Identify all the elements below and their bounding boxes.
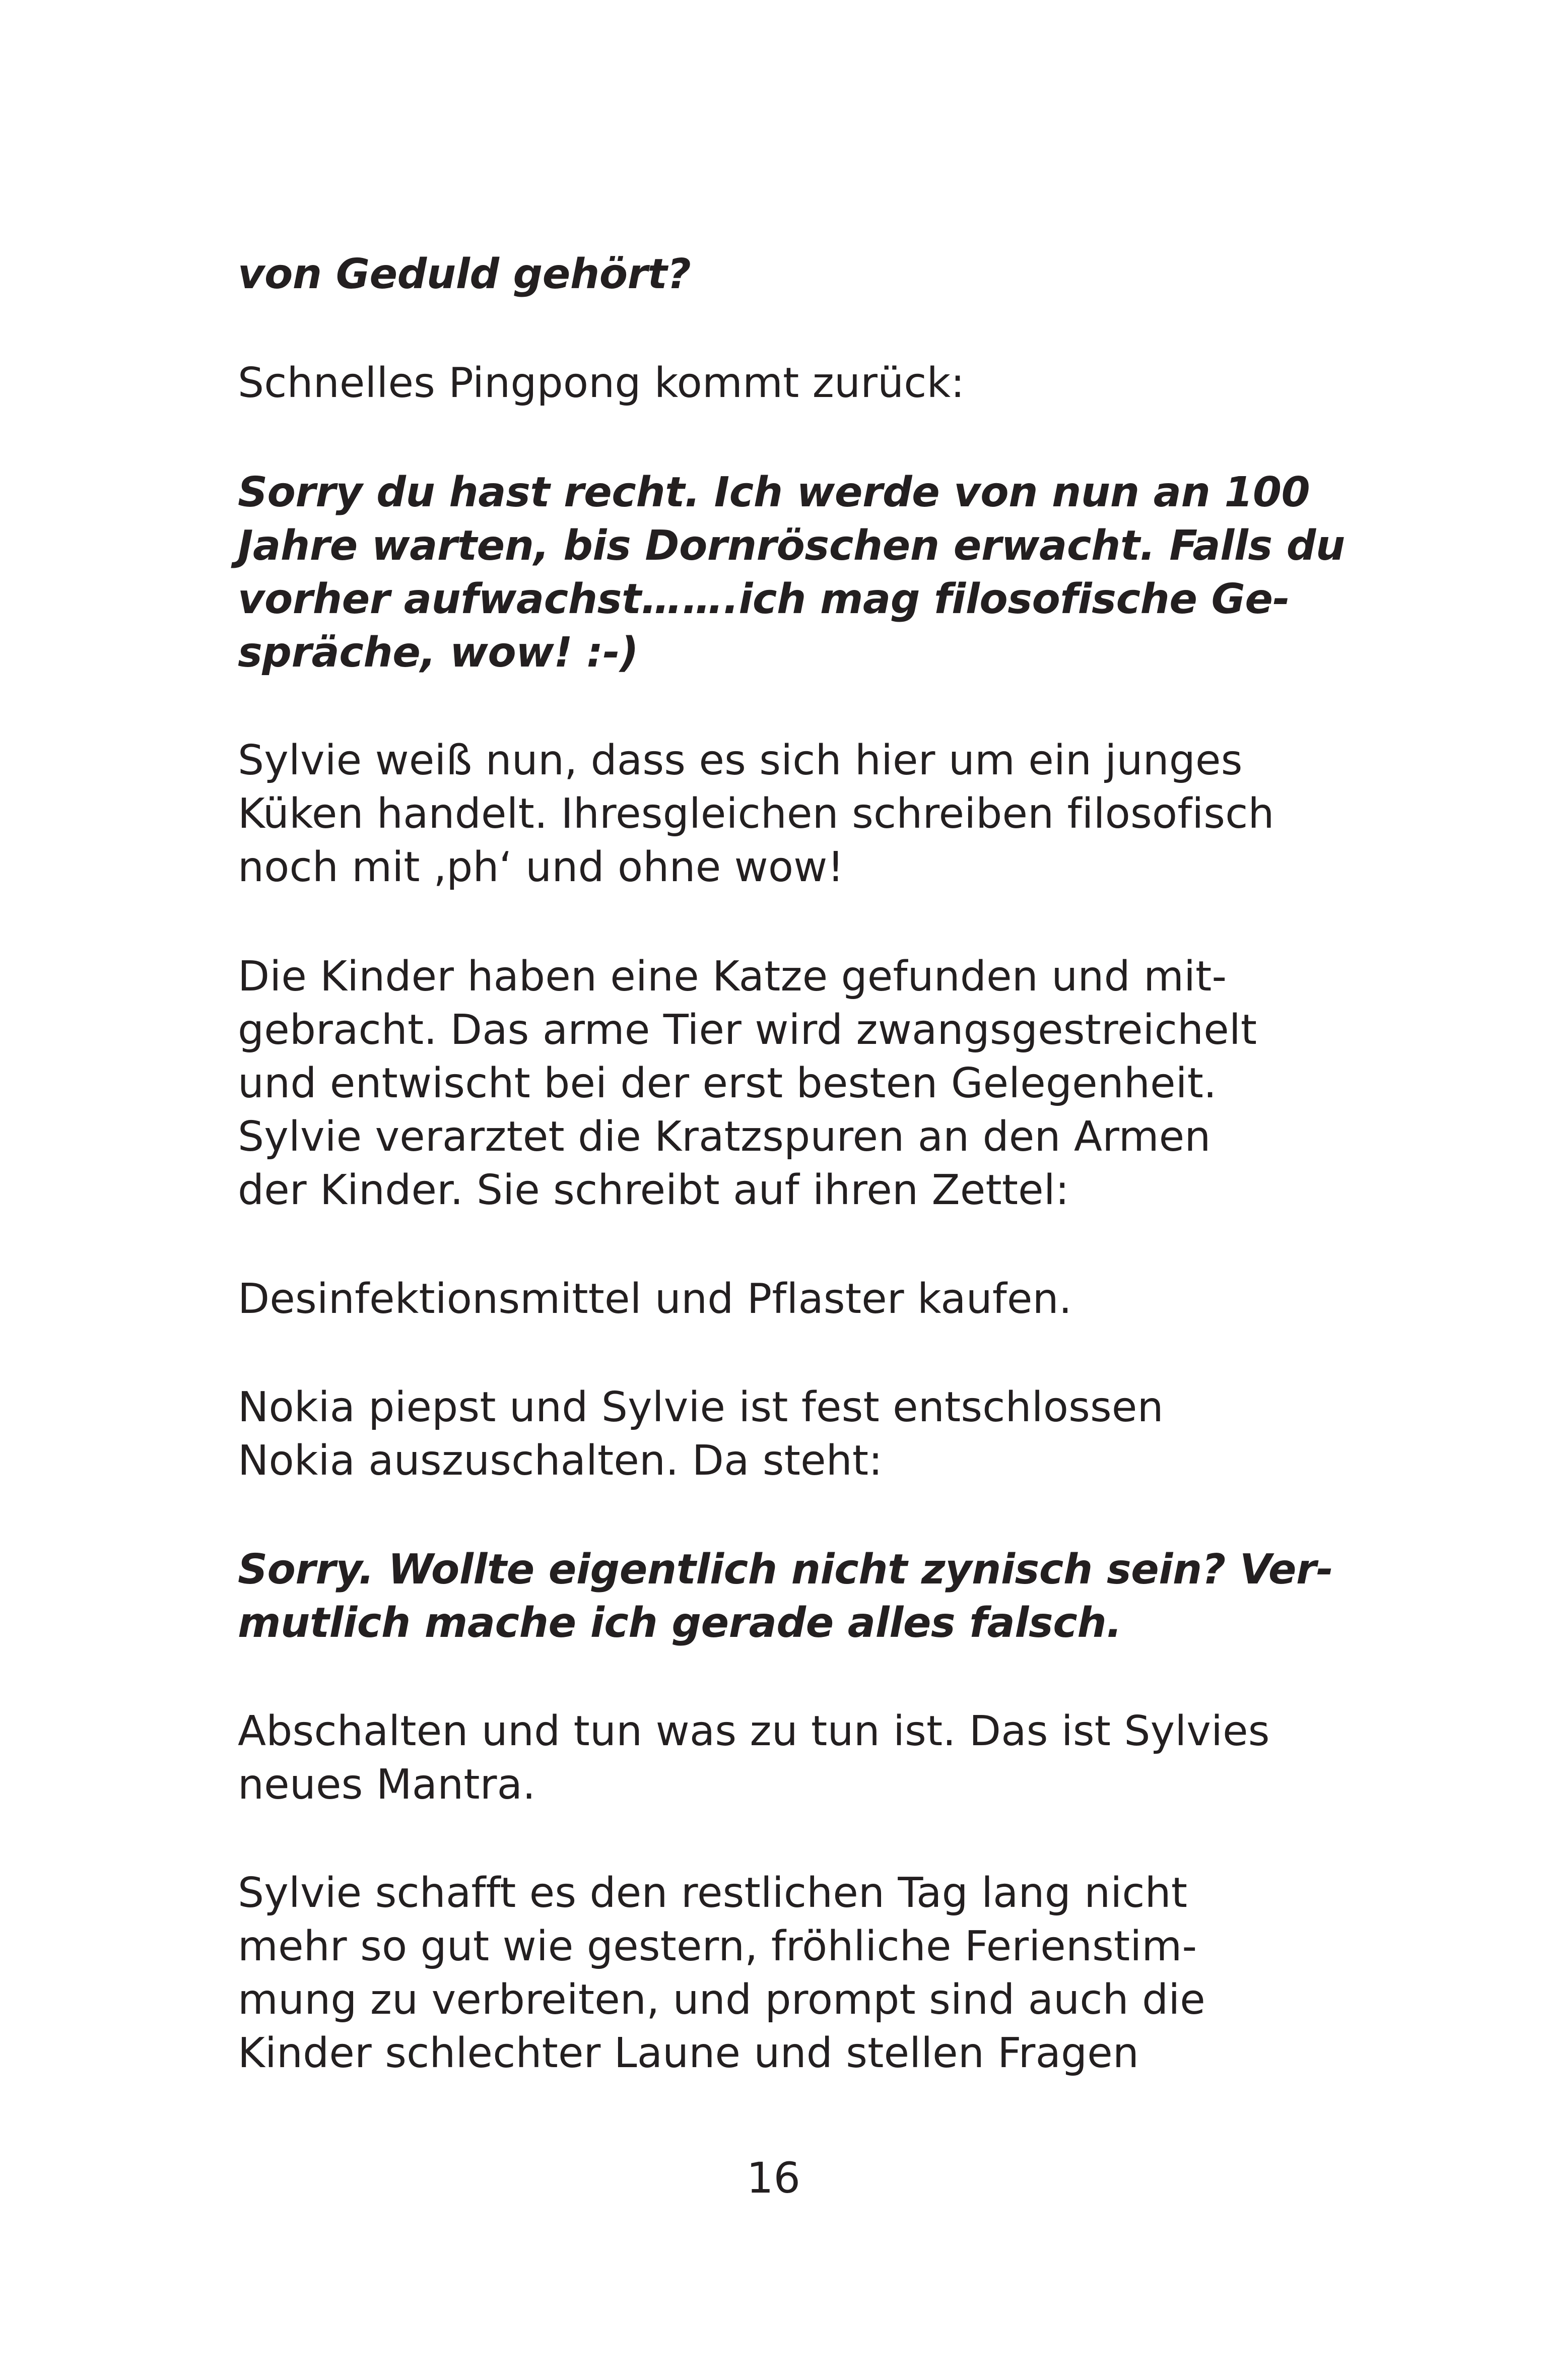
page-number: 16 xyxy=(747,2153,800,2203)
paragraph-1 xyxy=(238,248,1286,301)
text-line: und entwischt bei der erst besten Gelegenheit. xyxy=(238,1060,1217,1107)
paragraph-10 xyxy=(238,1867,1286,2080)
paragraph-3 xyxy=(238,466,1345,680)
text-line: neues Mantra. xyxy=(238,1761,536,1809)
text-line: mutlich mache ich gerade alles falsch. xyxy=(238,1599,1122,1647)
text-line: Nokia piepst und Sylvie ist fest entschlossen xyxy=(238,1383,1164,1431)
paragraph-5 xyxy=(238,950,1286,1217)
text-line: spräche, wow! :-) xyxy=(238,629,639,677)
text-line: noch mit ‚ph‘ und ohne wow! xyxy=(238,843,844,891)
paragraph-8 xyxy=(238,1543,1333,1650)
text-line: von Geduld gehört? xyxy=(238,250,691,298)
text-line: mehr so gut wie gestern, fröhliche Ferienstim- xyxy=(238,1923,1197,1970)
paragraph-6 xyxy=(238,1273,1286,1326)
text-line: Abschalten und tun was zu tun ist. Das ist Sylvies xyxy=(238,1707,1270,1755)
paragraph-9 xyxy=(238,1705,1286,1812)
text-line: der Kinder. Sie schreibt auf ihren Zettel: xyxy=(238,1166,1069,1214)
text-line: Kinder schlechter Laune und stellen Fragen xyxy=(238,2029,1139,2077)
text-line: gebracht. Das arme Tier wird zwangsgestreichelt xyxy=(238,1006,1257,1054)
text-line: Sylvie schafft es den restlichen Tag lang nicht xyxy=(238,1869,1188,1917)
text-line: Sorry. Wollte eigentlich nicht zynisch sein? Ver- xyxy=(238,1546,1333,1594)
paragraph-7 xyxy=(238,1381,1286,1488)
text-line: Küken handelt. Ihresgleichen schreiben filosofisch xyxy=(238,790,1274,838)
text-line: Sylvie verarztet die Kratzspuren an den Armen xyxy=(238,1113,1211,1161)
text-line: Sorry du hast recht. Ich werde von nun an 100 xyxy=(238,469,1310,516)
paragraph-4 xyxy=(238,734,1286,894)
text-line: Desinfektionsmittel und Pflaster kaufen. xyxy=(238,1275,1072,1323)
text-line: Schnelles Pingpong kommt zurück: xyxy=(238,359,965,407)
paragraph-2 xyxy=(238,357,1286,410)
text-line: Die Kinder haben eine Katze gefunden und mit- xyxy=(238,953,1227,1001)
text-line: vorher aufwachst…….ich mag filosofische Ge- xyxy=(238,575,1290,623)
text-line: Jahre warten, bis Dornröschen erwacht. Falls du xyxy=(238,522,1345,570)
text-line: Sylvie weiß nun, dass es sich hier um ein junges xyxy=(238,737,1243,784)
text-line: mung zu verbreiten, und prompt sind auch die xyxy=(238,1976,1205,2024)
text-line: Nokia auszuschalten. Da steht: xyxy=(238,1437,883,1485)
